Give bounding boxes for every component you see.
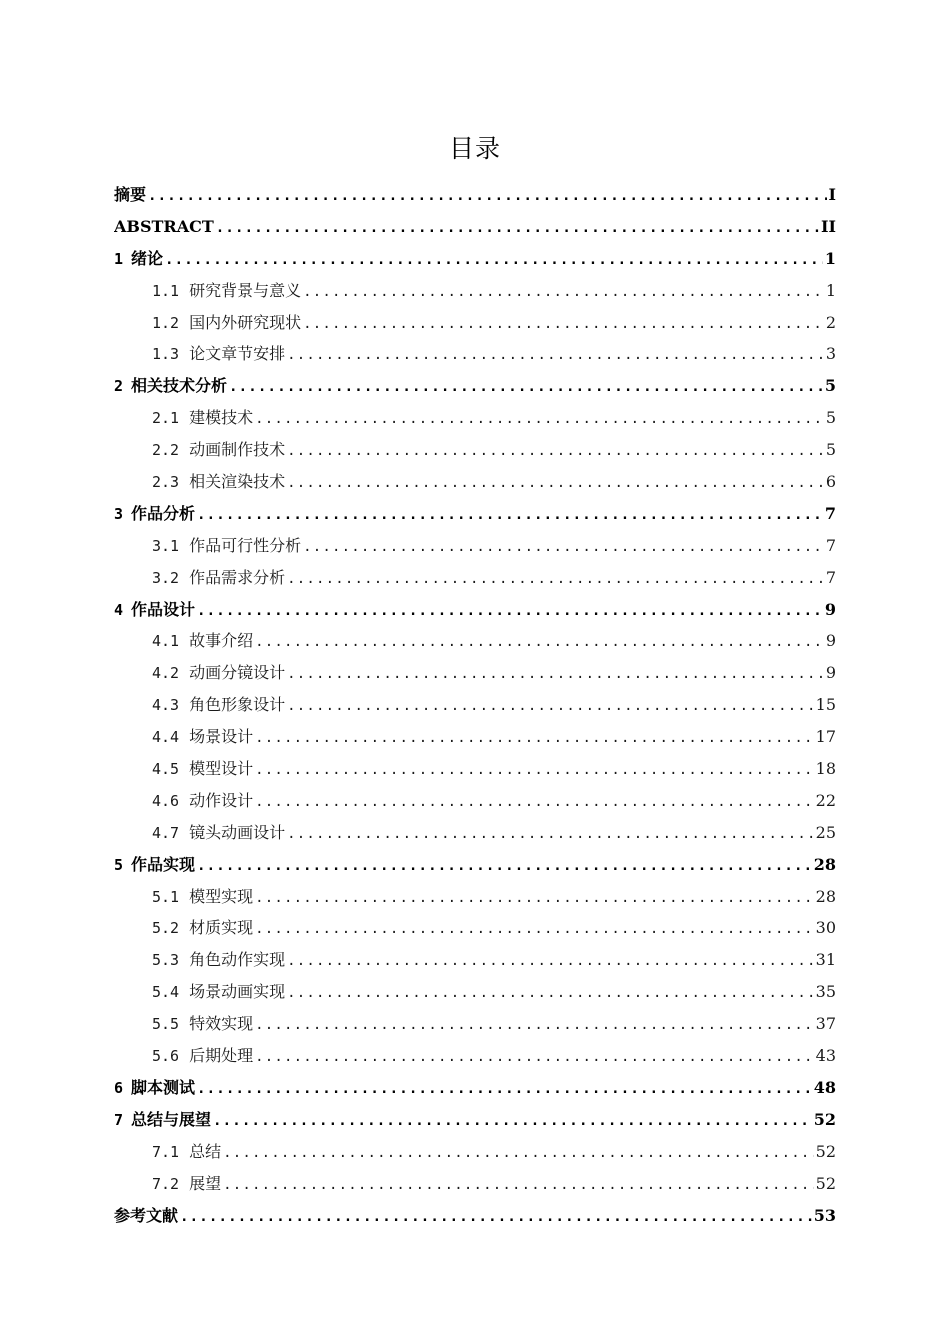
- toc-entry-label: 模型实现: [189, 886, 254, 906]
- toc-entry[interactable]: [114, 1136, 836, 1168]
- toc-entry-label: 场景设计: [189, 727, 254, 747]
- toc-entry-page-number: I: [828, 185, 836, 204]
- toc-entry-label: 相关渲染技术: [189, 472, 286, 492]
- dot-leader: [255, 1042, 814, 1072]
- toc-entry-label: 建模技术: [189, 408, 254, 428]
- toc-entry-number: 2: [114, 377, 124, 396]
- toc-entry-page-number: 5: [824, 376, 836, 396]
- toc-entry[interactable]: [114, 594, 836, 626]
- toc-entry-label: 特效实现: [189, 1014, 254, 1034]
- toc-entry-label: 作品实现: [131, 854, 196, 874]
- dot-leader: [287, 468, 824, 498]
- toc-entry[interactable]: [114, 912, 836, 944]
- toc-entry[interactable]: [114, 721, 836, 753]
- dot-leader: [255, 627, 824, 657]
- toc-entry-label: 参考文献: [114, 1205, 179, 1225]
- toc-entry-label: 相关技术分析: [131, 376, 228, 396]
- toc-entry-label: 作品可行性分析: [189, 535, 302, 555]
- toc-entry-label: 研究背景与意义: [189, 280, 302, 300]
- dot-leader: [287, 659, 824, 689]
- toc-entry-label: 动画制作技术: [189, 440, 286, 460]
- toc-entry[interactable]: [114, 785, 836, 817]
- dot-leader: [197, 500, 823, 530]
- toc-entry-page-number: 53: [813, 1205, 836, 1225]
- toc-entry[interactable]: [114, 530, 836, 562]
- toc-entry-number: 5.2: [152, 919, 180, 938]
- toc-entry-number: 3: [114, 504, 124, 523]
- dot-leader: [287, 819, 814, 849]
- toc-entry-page-number: 30: [815, 918, 836, 938]
- toc-entry[interactable]: [114, 1072, 836, 1104]
- toc-entry-label: 动作设计: [189, 790, 254, 810]
- toc-entry[interactable]: [114, 1200, 836, 1232]
- toc-entry-page-number: 17: [815, 727, 836, 747]
- toc-entry-page-number: 25: [815, 822, 836, 842]
- dot-leader: [165, 245, 823, 275]
- toc-entry-page-number: 43: [815, 1046, 836, 1066]
- toc-entry-number: 6: [114, 1078, 124, 1097]
- toc-entry-label: 总结: [189, 1141, 222, 1161]
- toc-entry-page-number: 7: [825, 535, 836, 555]
- toc-entry-page-number: 52: [813, 1109, 836, 1129]
- toc-entry-number: 5.4: [152, 983, 180, 1002]
- toc-entry-label: 后期处理: [189, 1046, 254, 1066]
- toc-entry[interactable]: [114, 881, 836, 913]
- toc-entry-page-number: 6: [825, 472, 836, 492]
- toc-entry-label: 论文章节安排: [189, 344, 286, 364]
- dot-leader: [213, 1106, 812, 1136]
- dot-leader: [287, 564, 824, 594]
- toc-entry[interactable]: [114, 689, 836, 721]
- toc-entry-label: 作品设计: [131, 599, 196, 619]
- toc-entry[interactable]: [114, 402, 836, 434]
- toc-entry-number: 1: [114, 249, 124, 268]
- dot-leader: [216, 213, 819, 243]
- toc-entry[interactable]: [114, 466, 836, 498]
- toc-entry[interactable]: [114, 1168, 836, 1200]
- dot-leader: [287, 340, 824, 370]
- toc-entry[interactable]: [114, 434, 836, 466]
- dot-leader: [287, 978, 814, 1008]
- toc-entry-label: 作品分析: [131, 503, 196, 523]
- toc-entry-page-number: 48: [813, 1077, 836, 1097]
- toc-entry[interactable]: [114, 1104, 836, 1136]
- toc-entry-label: 摘要: [114, 185, 147, 204]
- toc-entry-page-number: 15: [815, 695, 836, 715]
- toc-entry[interactable]: [114, 849, 836, 881]
- toc-entry-number: 1.1: [152, 281, 180, 300]
- toc-entry[interactable]: [114, 562, 836, 594]
- toc-entry-page-number: 1: [824, 248, 836, 268]
- toc-entry-label: 角色动作实现: [189, 950, 286, 970]
- toc-entry-page-number: 52: [815, 1141, 836, 1161]
- toc-entry-page-number: 7: [825, 567, 836, 587]
- page-title: 目录: [448, 133, 501, 163]
- dot-leader: [197, 851, 812, 881]
- toc-entry[interactable]: [114, 275, 836, 307]
- toc-entry[interactable]: [114, 179, 836, 211]
- toc-entry-page-number: 52: [815, 1173, 836, 1193]
- toc-entry[interactable]: [114, 657, 836, 689]
- toc-entry-number: 7.1: [152, 1142, 180, 1161]
- toc-entry-label: 镜头动画设计: [189, 822, 286, 842]
- toc-entry[interactable]: [114, 338, 836, 370]
- table-of-contents: [114, 179, 836, 1231]
- toc-entry-label: 场景动画实现: [189, 982, 286, 1002]
- dot-leader: [255, 755, 814, 785]
- dot-leader: [223, 1170, 814, 1200]
- toc-entry-page-number: 28: [815, 886, 836, 906]
- toc-entry-label: 材质实现: [189, 918, 254, 938]
- toc-entry-page-number: II: [821, 216, 836, 236]
- dot-leader: [303, 277, 824, 307]
- toc-entry-label: 故事介绍: [189, 631, 254, 651]
- dot-leader: [197, 596, 823, 626]
- dot-leader: [148, 181, 827, 211]
- dot-leader: [197, 1074, 812, 1104]
- toc-entry-page-number: 9: [824, 599, 836, 619]
- toc-entry-number: 4.5: [152, 760, 180, 779]
- toc-entry-page-number: 3: [825, 344, 836, 364]
- toc-entry-number: 1.3: [152, 345, 180, 364]
- dot-leader: [255, 883, 814, 913]
- toc-entry-label: ABSTRACT: [114, 216, 214, 236]
- toc-entry[interactable]: [114, 307, 836, 339]
- toc-entry[interactable]: [114, 211, 836, 243]
- toc-entry[interactable]: [114, 370, 836, 402]
- toc-entry-label: 作品需求分析: [189, 567, 286, 587]
- toc-entry-label: 脚本测试: [131, 1077, 196, 1097]
- dot-leader: [303, 532, 824, 562]
- toc-entry-label: 角色形象设计: [189, 695, 286, 715]
- toc-entry-number: 7.2: [152, 1174, 180, 1193]
- toc-entry-number: 4: [114, 600, 124, 619]
- toc-entry[interactable]: [114, 1040, 836, 1072]
- toc-entry-label: 展望: [189, 1173, 222, 1193]
- dot-leader: [255, 787, 814, 817]
- toc-entry[interactable]: [114, 243, 836, 275]
- dot-leader: [303, 309, 824, 339]
- toc-entry-number: 5.5: [152, 1015, 180, 1034]
- toc-entry-number: 1.2: [152, 313, 180, 332]
- toc-entry-number: 4.2: [152, 664, 180, 683]
- toc-entry[interactable]: [114, 976, 836, 1008]
- toc-entry-number: 4.4: [152, 728, 180, 747]
- toc-entry-number: 5: [114, 855, 124, 874]
- toc-entry[interactable]: [114, 498, 836, 530]
- dot-leader: [287, 691, 814, 721]
- toc-entry-number: 3.2: [152, 568, 180, 587]
- toc-entry-page-number: 9: [825, 663, 836, 683]
- toc-entry-page-number: 2: [825, 312, 836, 332]
- toc-entry-page-number: 22: [815, 790, 836, 810]
- dot-leader: [287, 436, 824, 466]
- toc-entry-page-number: 5: [825, 408, 836, 428]
- toc-entry-label: 总结与展望: [131, 1109, 212, 1129]
- toc-entry-number: 2.2: [152, 441, 180, 460]
- toc-entry-number: 4.7: [152, 823, 180, 842]
- toc-entry-number: 4.3: [152, 696, 180, 715]
- dot-leader: [229, 372, 823, 402]
- toc-entry-page-number: 37: [815, 1014, 836, 1034]
- toc-entry-page-number: 31: [815, 950, 836, 970]
- toc-entry-label: 绪论: [131, 248, 164, 268]
- toc-entry-page-number: 5: [825, 440, 836, 460]
- toc-entry-number: 5.1: [152, 887, 180, 906]
- toc-entry-number: 5.3: [152, 951, 180, 970]
- dot-leader: [255, 404, 824, 434]
- toc-entry-page-number: 1: [825, 280, 836, 300]
- dot-leader: [223, 1138, 814, 1168]
- toc-entry-page-number: 7: [824, 503, 836, 523]
- toc-entry-number: 2.3: [152, 473, 180, 492]
- dot-leader: [287, 946, 814, 976]
- toc-entry-number: 4.6: [152, 791, 180, 810]
- toc-entry-page-number: 35: [815, 982, 836, 1002]
- toc-entry-number: 5.6: [152, 1047, 180, 1066]
- toc-entry-number: 3.1: [152, 536, 180, 555]
- toc-entry-number: 4.1: [152, 632, 180, 651]
- dot-leader: [180, 1202, 812, 1232]
- dot-leader: [255, 914, 814, 944]
- toc-entry[interactable]: [114, 1008, 836, 1040]
- toc-entry[interactable]: [114, 753, 836, 785]
- toc-entry-number: 7: [114, 1110, 124, 1129]
- toc-entry-page-number: 9: [825, 631, 836, 651]
- toc-entry-page-number: 28: [813, 854, 836, 874]
- dot-leader: [255, 723, 814, 753]
- toc-entry[interactable]: [114, 817, 836, 849]
- toc-entry[interactable]: [114, 625, 836, 657]
- toc-entry-number: 2.1: [152, 409, 180, 428]
- toc-entry-label: 国内外研究现状: [189, 312, 302, 332]
- toc-entry-page-number: 18: [815, 759, 836, 779]
- toc-entry[interactable]: [114, 944, 836, 976]
- dot-leader: [255, 1010, 814, 1040]
- toc-entry-label: 动画分镜设计: [189, 663, 286, 683]
- toc-entry-label: 模型设计: [189, 759, 254, 779]
